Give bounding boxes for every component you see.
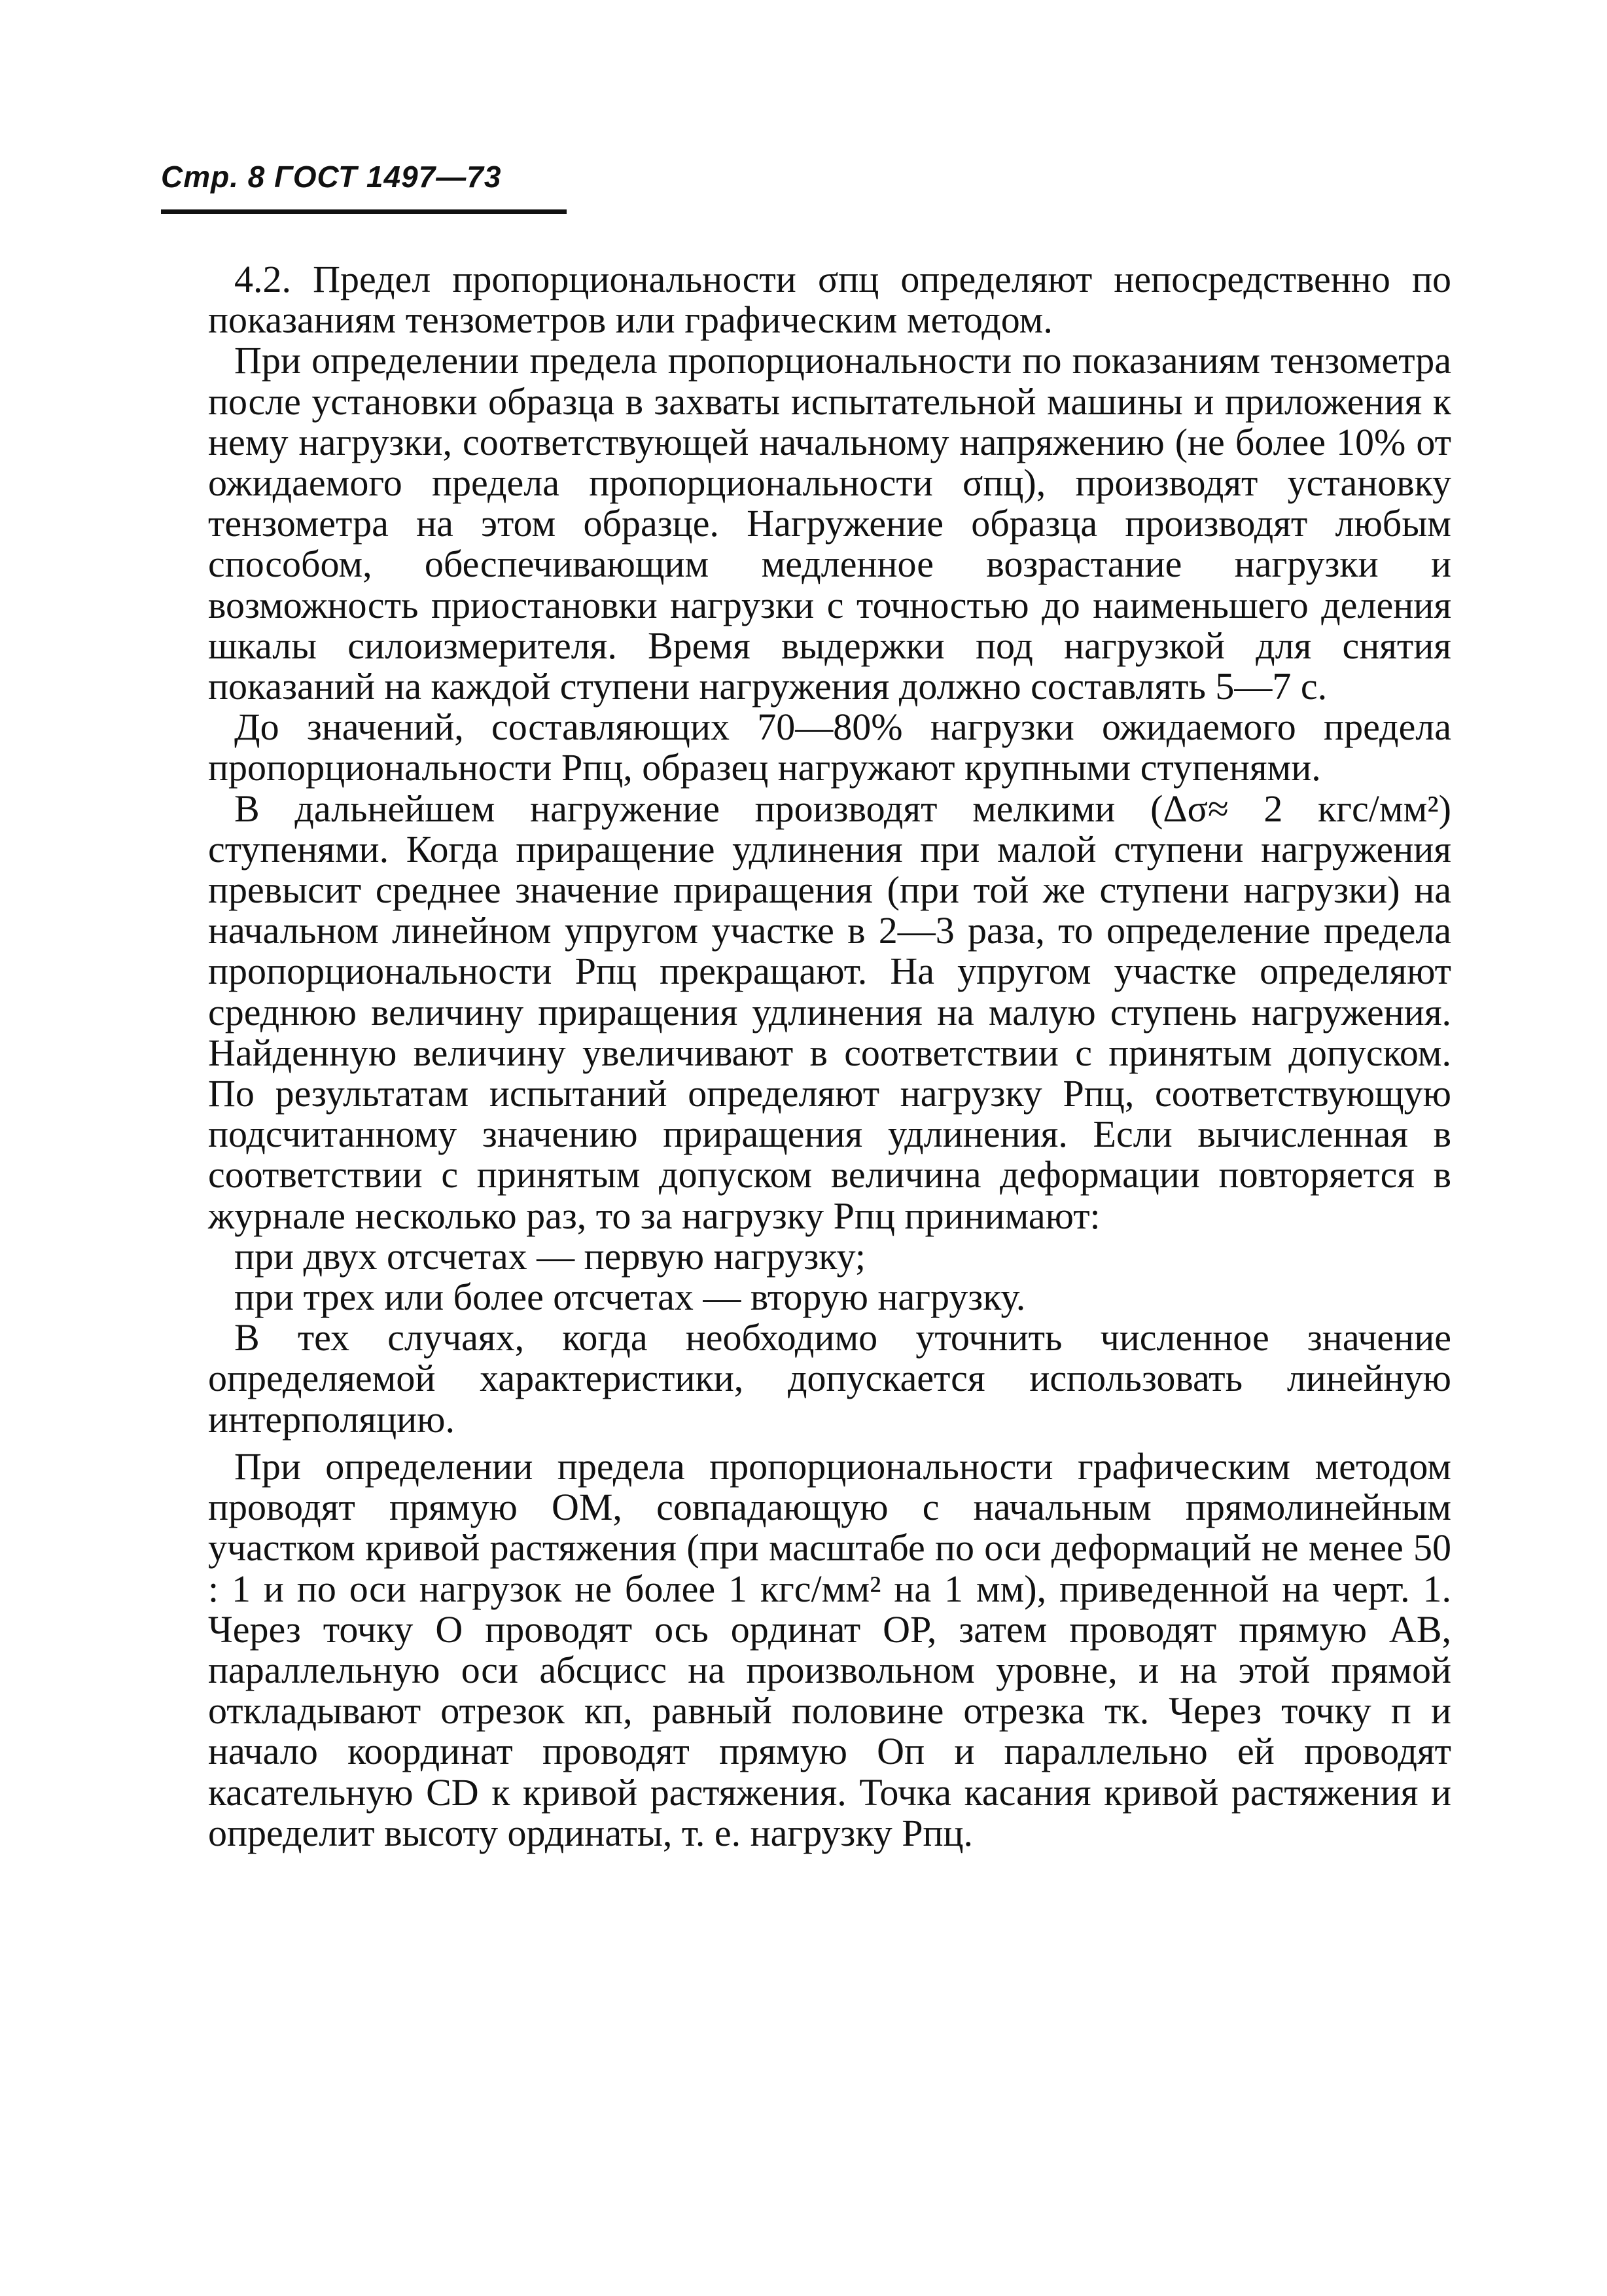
- paragraph-tensometer-method: При определении предела пропорциональности по показаниям тензометра после установки образца в захваты испытательной машины и приложения к нему нагрузки, соответствующей начальному напряжению (не более 10% от ожидаемого предела пропорциональности σпц), производят установку тензометра на этом образце. Нагружение образца производят любым способом, обеспечивающим медленное возрастание нагрузки и возможность приостановки нагрузки с точностью до наименьшего деления шкалы силоизмерителя. Время выдержки под нагрузкой для снятия показаний на каждой ступени нагружения должно составлять 5—7 с.: [208, 339, 1451, 708]
- paragraph-4-2: 4.2. Предел пропорциональности σпц определяют непосредственно по показаниям тензометров или графическим методом.: [208, 258, 1451, 342]
- paragraph-interpolation: В тех случаях, когда необходимо уточнить численное значение определяемой характеристики, допускается использовать линейную интерполяцию.: [208, 1316, 1451, 1441]
- document-body: [208, 259, 1451, 1854]
- paragraph-large-steps: До значений, составляющих 70—80% нагрузки ожидаемого предела пропорциональности Pпц, образец нагружают крупными ступенями.: [208, 706, 1451, 789]
- list-item-three-readings: при трех или более отсчетах — вторую нагрузку.: [234, 1276, 1026, 1319]
- paragraph-small-steps: В дальнейшем нагружение производят мелкими (Δσ≈ 2 кгс/мм²) ступенями. Когда приращение удлинения при малой ступени нагружения превысит среднее значение приращения (при той же ступени нагрузки) на начальном линейном упругом участке в 2—3 раза, то определение предела пропорциональности Pпц прекращают. На упругом участке определяют среднюю величину приращения удлинения на малую ступень нагружения. Найденную величину увеличивают в соответствии с принятым допуском. По результатам испытаний определяют нагрузку Pпц, соответствующую подсчитанному значению приращения удлинения. Если вычисленная в соответствии с принятым допуском величина деформации повторяется в журнале несколько раз, то за нагрузку Pпц принимают:: [208, 787, 1451, 1237]
- page-header: [161, 158, 567, 214]
- paragraph-graphical-method: При определении предела пропорциональности графическим методом проводят прямую OM, совпадающую с начальным прямолинейным участком кривой растяжения (при масштабе по оси деформаций не менее 50 : 1 и по оси нагрузок не более 1 кгс/мм² на 1 мм), приведенной на черт. 1. Через точку O проводят ось ординат OP, затем проводят прямую AB, параллельную оси абсцисс на произвольном уровне, и на этой прямой откладывают отрезок кп, равный половине отрезка тк. Через точку п и начало координат проводят прямую Oп и параллельно ей проводят касательную CD к кривой растяжения. Точка касания кривой растяжения и определит высоту ординаты, т. е. нагрузку Pпц.: [208, 1444, 1451, 1854]
- header-divider: [161, 209, 567, 214]
- page-header-text: Стр. 8 ГОСТ 1497—73: [161, 160, 502, 194]
- list-item-two-readings: при двух отсчетах — первую нагрузку;: [234, 1234, 866, 1278]
